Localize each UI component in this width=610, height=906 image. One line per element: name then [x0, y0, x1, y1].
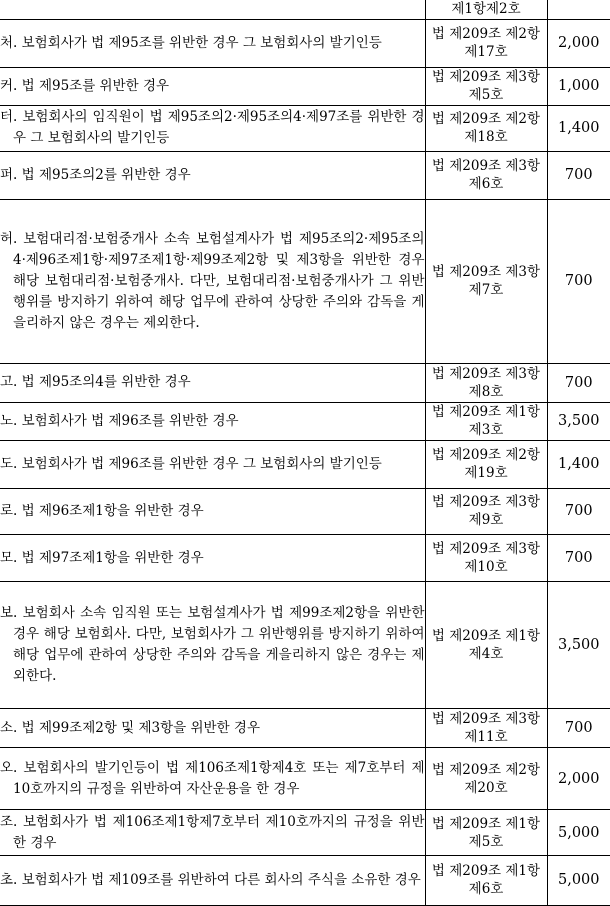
fine-amount-cell	[547, 364, 610, 402]
legal-basis-cell	[425, 106, 547, 152]
legal-basis-cell	[425, 402, 547, 440]
legal-basis-cell	[425, 582, 547, 709]
legal-basis-text: 법 제209조 제2항제18호	[431, 111, 541, 146]
violation-text: 퍼. 법 제95조의2를 위반한 경우	[0, 166, 191, 183]
violation-cell	[0, 440, 425, 488]
violation-text: 커. 법 제95조를 위반한 경우	[0, 77, 170, 94]
legal-basis-text: 법 제209조 제3항제7호	[431, 264, 541, 299]
violation-text: 오. 보험회사의 발기인등이 법 제106조제1항제4호 또는 제7호부터 제10호까지의 규정을 위반하여 자산운용을 한 경우	[0, 759, 425, 797]
table-row	[0, 106, 610, 152]
fine-amount-cell	[547, 488, 610, 534]
violation-cell	[0, 488, 425, 534]
violation-cell	[0, 0, 425, 19]
legal-basis-cell	[425, 747, 547, 809]
fine-amount-text: 700	[564, 720, 593, 737]
fine-amount-cell	[547, 855, 610, 905]
table-row	[0, 440, 610, 488]
violation-cell	[0, 199, 425, 363]
legal-basis-text: 제1항제2호	[451, 1, 521, 18]
fine-amount-cell	[547, 0, 610, 19]
table-row	[0, 534, 610, 582]
table-row	[0, 488, 610, 534]
fine-amount-cell	[547, 582, 610, 709]
violation-cell	[0, 747, 425, 809]
legal-basis-text: 법 제209조 제3항제8호	[431, 365, 541, 400]
violation-text: 보. 보험회사 소속 임직원 또는 보험설계사가 법 제99조제2항을 위반한 경우 해당 보험회사. 다만, 보험회사가 그 위반행위를 방지하기 위하여 해당 업무에 관하여 상당한 주의와 감독을 게을리하지 않은 경우는 제외한다.	[0, 605, 425, 685]
violation-cell	[0, 582, 425, 709]
table-row	[0, 855, 610, 905]
violation-text: 모. 법 제97조제1항을 위반한 경우	[0, 549, 204, 566]
violation-text: 터. 보험회사의 임직원이 법 제95조의2·제95조의4·제97조를 위반한 경우 그 보험회사의 발기인등	[0, 109, 425, 147]
fine-amount-cell	[547, 402, 610, 440]
violation-cell	[0, 534, 425, 582]
violation-text: 초. 보험회사가 법 제109조를 위반하여 다른 회사의 주식을 소유한 경우	[0, 871, 421, 888]
violation-text: 조. 보험회사가 법 제106조제1항제7호부터 제10호까지의 규정을 위반한 경우	[0, 813, 425, 851]
violation-text: 허. 보험대리점·보험중개사 소속 보험설계사가 법 제95조의2·제95조의4·제96조제1항·제97조제1항·제99조제2항 및 제3항을 위반한 경우 해당 보험대리점·보험중개사. 다만, 보험대리점·보험중개사가 그 위반행위를 방지하기 위하여 해당 업무에 관하여 상당한 주의와 감독을 게을리하지 않은 경우는 제외한다.	[0, 230, 425, 331]
fine-amount-cell	[547, 810, 610, 856]
fine-amount-cell	[547, 67, 610, 105]
legal-basis-cell	[425, 709, 547, 747]
violation-cell	[0, 67, 425, 105]
table-row	[0, 199, 610, 363]
legal-basis-text: 법 제209조 제3항제10호	[431, 541, 541, 576]
violation-cell	[0, 402, 425, 440]
fine-amount-text: 3,500	[557, 637, 600, 654]
legal-basis-text: 법 제209조 제3항제6호	[431, 158, 541, 193]
table-row	[0, 364, 610, 402]
legal-basis-text: 법 제209조 제1항제6호	[431, 863, 541, 898]
legal-basis-text: 법 제209조 제2항제20호	[431, 761, 541, 796]
legal-basis-text: 법 제209조 제1항제5호	[431, 815, 541, 850]
legal-basis-text: 법 제209조 제2항제17호	[431, 26, 541, 61]
legal-basis-text: 법 제209조 제2항제19호	[431, 447, 541, 482]
legal-basis-cell	[425, 67, 547, 105]
fine-amount-cell	[547, 747, 610, 809]
table-row	[0, 19, 610, 67]
legal-basis-cell	[425, 0, 547, 19]
violation-cell	[0, 151, 425, 199]
fine-amount-text: 700	[564, 503, 593, 520]
violation-cell	[0, 364, 425, 402]
legal-basis-text: 법 제209조 제1항제3호	[431, 404, 541, 439]
fine-amount-text: 1,000	[557, 78, 600, 95]
fine-amount-cell	[547, 106, 610, 152]
legal-basis-cell	[425, 810, 547, 856]
fine-amount-text: 5,000	[557, 872, 600, 889]
violation-cell	[0, 709, 425, 747]
legal-basis-text: 법 제209조 제1항제4호	[431, 628, 541, 663]
violation-cell	[0, 810, 425, 856]
table-row	[0, 810, 610, 856]
fine-amount-cell	[547, 440, 610, 488]
table-row	[0, 0, 610, 19]
legal-basis-cell	[425, 364, 547, 402]
legal-basis-cell	[425, 855, 547, 905]
legal-basis-cell	[425, 151, 547, 199]
fine-amount-text: 5,000	[557, 824, 600, 841]
fine-amount-text: 700	[564, 550, 593, 567]
fine-amount-cell	[547, 534, 610, 582]
legal-basis-text: 법 제209조 제3항제5호	[431, 69, 541, 104]
fine-amount-text: 1,400	[557, 120, 600, 137]
table-row	[0, 582, 610, 709]
legal-basis-cell	[425, 440, 547, 488]
fine-amount-text: 1,400	[557, 456, 600, 473]
violation-text: 로. 법 제96조제1항을 위반한 경우	[0, 502, 204, 519]
fine-amount-cell	[547, 199, 610, 363]
table-row	[0, 709, 610, 747]
violation-cell	[0, 19, 425, 67]
fine-amount-text: 2,000	[557, 770, 600, 787]
fine-amount-cell	[547, 709, 610, 747]
table-row	[0, 402, 610, 440]
fine-amount-text: 3,500	[557, 413, 600, 430]
fine-amount-text: 700	[564, 167, 593, 184]
legal-basis-cell	[425, 488, 547, 534]
violation-text: 도. 보험회사가 법 제96조를 위반한 경우 그 보험회사의 발기인등	[0, 455, 382, 472]
violation-text: 소. 법 제99조제2항 및 제3항을 위반한 경우	[0, 719, 261, 736]
violation-text: 고. 법 제95조의4를 위반한 경우	[0, 374, 191, 391]
fine-amount-cell	[547, 19, 610, 67]
fine-amount-text: 700	[564, 273, 593, 290]
violation-cell	[0, 855, 425, 905]
legal-basis-cell	[425, 19, 547, 67]
table-row	[0, 747, 610, 809]
legal-basis-text: 법 제209조 제3항제9호	[431, 494, 541, 529]
table-row	[0, 67, 610, 105]
violation-cell	[0, 106, 425, 152]
fine-amount-cell	[547, 151, 610, 199]
violation-text: 노. 보험회사가 법 제96조를 위반한 경우	[0, 412, 239, 429]
legal-basis-cell	[425, 534, 547, 582]
fine-amount-text: 700	[564, 374, 593, 391]
legal-basis-cell	[425, 199, 547, 363]
fine-amount-text: 2,000	[557, 35, 600, 52]
table-row	[0, 151, 610, 199]
legal-basis-text: 법 제209조 제3항제11호	[431, 711, 541, 746]
violation-text: 처. 보험회사가 법 제95조를 위반한 경우 그 보험회사의 발기인등	[0, 34, 382, 51]
